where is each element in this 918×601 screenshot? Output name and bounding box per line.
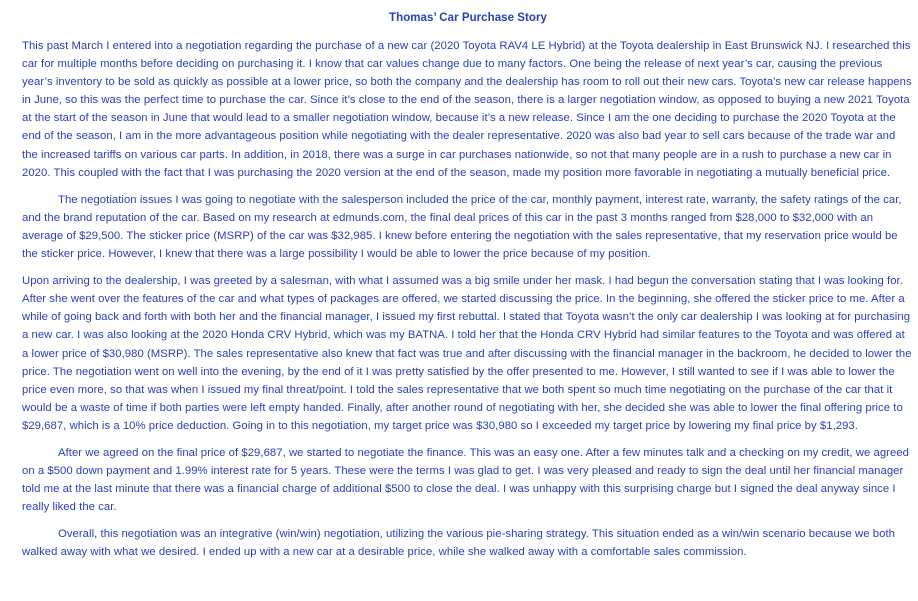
paragraph-4: After we agreed on the final price of $29,687, we started to negotiate the finance. This was an easy one. After a few minutes talk and a checking on my credit, we agreed on a $500 down payment and 1.99% interest rate for 5 years. These were the terms I was glad to get. I was very pleased and ready to sign the deal until her financial manager told me at the last minute that there was a financial charge of additional $500 to close the deal. I was unhappy with this surprising charge but I signed the deal anyway since I really liked the car.	[22, 446, 909, 514]
paragraph-3: Upon arriving to the dealership, I was greeted by a salesman, with what I assumed was a big smile under her mask. I had begun the conversation stating that I was looking for. After she went over the features of the car and what types of packages are offered, we started discussing the price. In the beginning, she offered the sticker price to me. After a while of going back and forth with both her and the financial manager, I issued my first rebuttal. I stated that Toyota wasn’t the only car dealership I was looking at for purchasing a new car. I was also looking at the 2020 Honda CRV Hybrid, which was my BATNA. I told her that the Honda CRV Hybrid had similar features to the Toyota and was offered at a lower price of $30,980 (MSRP). The sales representative also knew that fact was true and after discussing with the financial manager in the backroom, he decided to lower the price. The negotiation went on well into the evening, by the end of it I was pretty satisfied by the offer presented to me. However, I still wanted to see if I was able to lower the price even more, so that was when I issued my final threat/point. I told the sales representative that we both spent so much time negotiating on the purchase of the car that it would be a waste of time if both parties were left empty handed. Finally, after another round of negotiating with her, she decided she was able to lower the final offering price to $29,687, which is a 10% price deduction. Going in to this negotiation, my target price was $30,980 so I exceeded my target price by lowering my final price by $1,293.	[22, 275, 912, 432]
document-title: Thomas’ Car Purchase Story	[389, 12, 547, 24]
paragraph-5: Overall, this negotiation was an integrative (win/win) negotiation, utilizing the various pie-sharing strategy. This situation ended as a win/win scenario because we both walked away with what we desired. I ended up with a new car at a desirable price, while she walked away with a comfortable sales commission.	[22, 528, 895, 559]
paragraph-2: The negotiation issues I was going to negotiate with the salesperson included the price of the car, monthly payment, interest rate, warranty, the safety ratings of the car, and the brand reputation of the car. Based on my research at edmunds.com, the final deal prices of this car in the past 3 months ranged from $28,000 to $32,000 with an average of $29,500. The sticker price (MSRP) of the car was $32,985. I knew before entering the negotiation with the sales representative, that my reservation price would be the sticker price. However, I knew that there was a large possibility I would be able to lower the price because of my position.	[22, 193, 902, 261]
paragraph-1: This past March I entered into a negotiation regarding the purchase of a new car (2020 Toyota RAV4 LE Hybrid) at the Toyota dealership in East Brunswick NJ. I researched this car for multiple months before deciding on purchasing it. I know that car values change due to many factors. One being the release of next year’s car, causing the previous year’s inventory to be sold as quickly as possible at a lower price, so both the company and the dealership has room to roll out their new cars. Toyota’s new car release happens in June, so this was the perfect time to purchase the car. Since it’s close to the end of the season, there is a larger negotiation window, as opposed to buying a new 2021 Toyota at the start of the season in June that would lead to a smaller negotiation window, because it’s a new release. Since I am the one deciding to purchase the 2020 Toyota at the end of the season, I am in the more advantageous position while negotiating with the dealer representative. 2020 was also bad year to sell cars because of the trade war and the increased tariffs on various car parts. In addition, in 2018, there was a surge in car purchases nationwide, so not that many people are in a rush to purchase a new car in 2020. This coupled with the fact that I was purchasing the 2020 version at the end of the season, made my position more favorable in negotiating a mutually beneficial price.	[22, 40, 912, 179]
document-page	[22, 9, 914, 571]
